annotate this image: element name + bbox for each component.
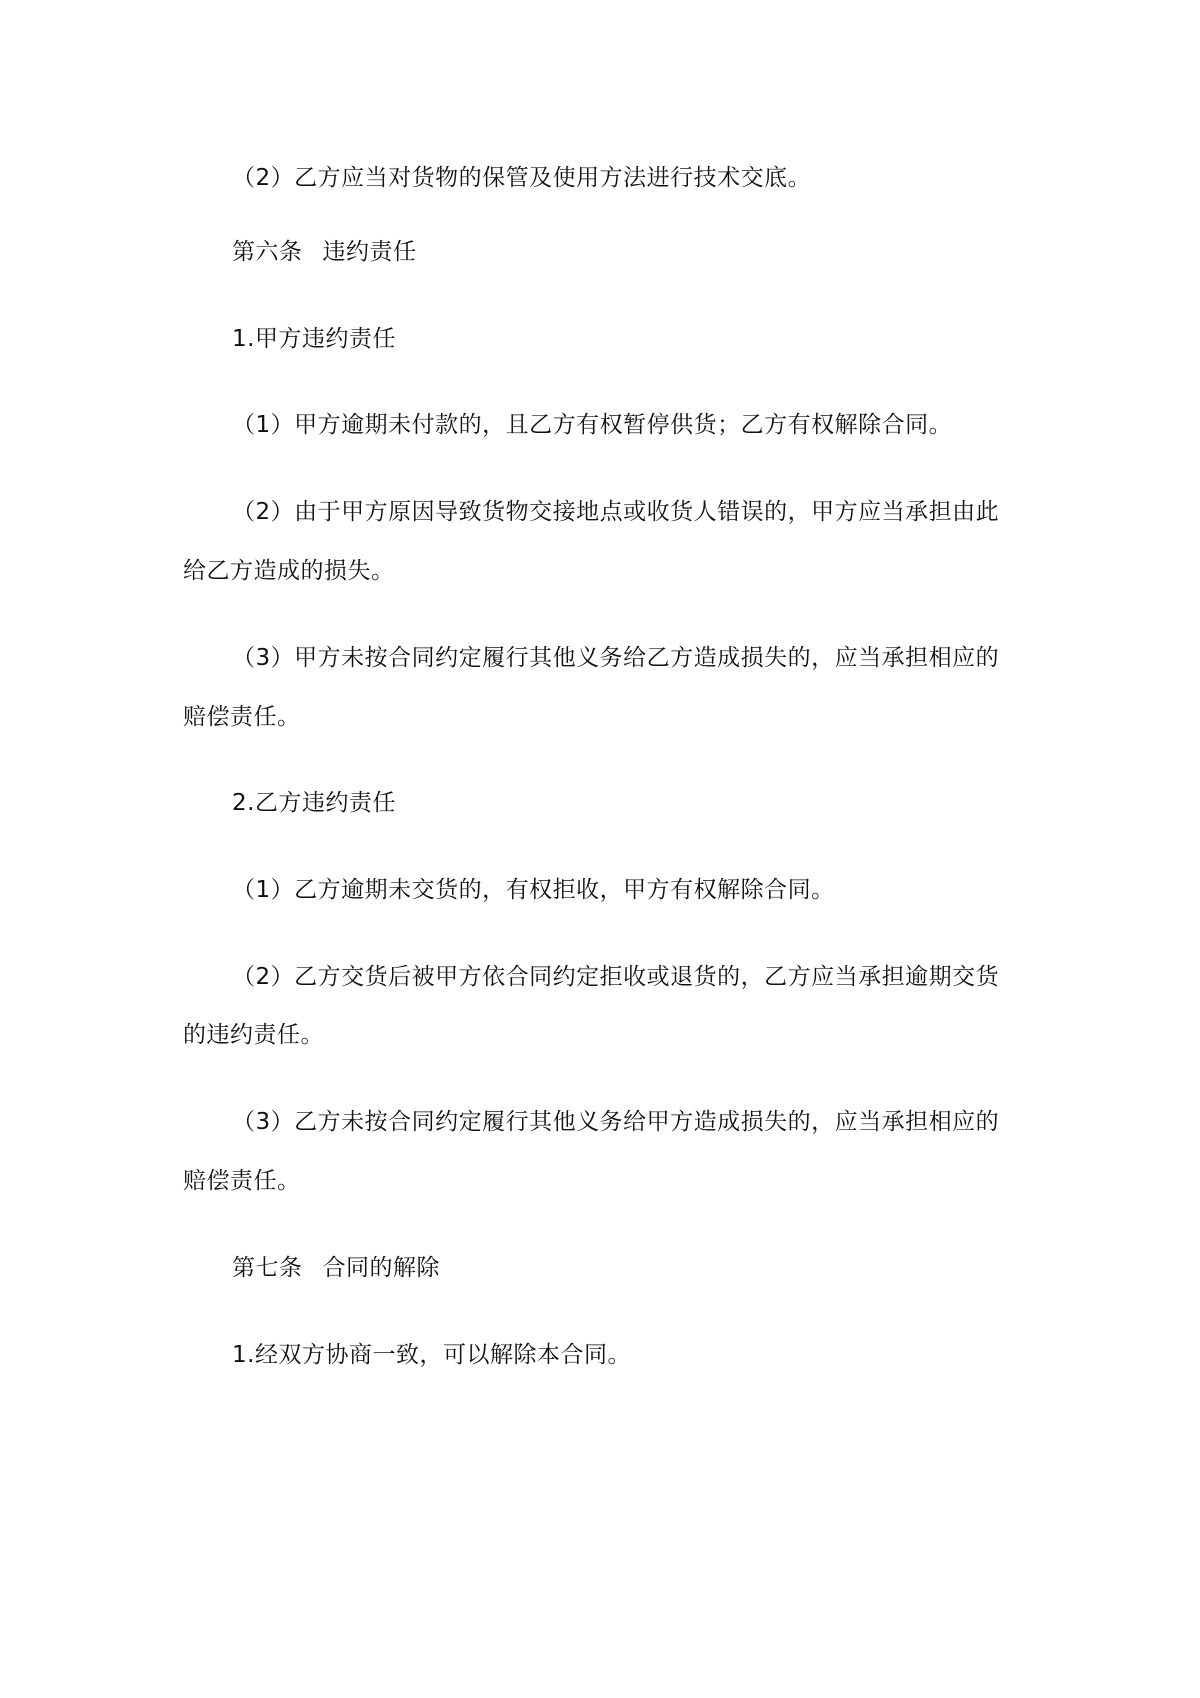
section-1-title: 1.甲方违约责任 <box>232 326 396 352</box>
article-7-heading <box>232 1253 1072 1283</box>
section-2-item-2-line-1: （2）乙方交货后被甲方依合同约定拒收或退货的，乙方应当承担逾期交货 <box>232 964 1000 990</box>
clause-5-item-2: （2）乙方应当对货物的保管及使用方法进行技术交底。 <box>232 165 812 191</box>
section-1-item-2-line-1: （2）由于甲方原因导致货物交接地点或收货人错误的，甲方应当承担由此 <box>232 499 1000 525</box>
article-7-title: 合同的解除 <box>322 1255 440 1281</box>
article-7-number: 第七条 <box>232 1255 303 1281</box>
section-2-item-2-line-2: 的违约责任。 <box>183 1022 324 1048</box>
article-6-number: 第六条 <box>232 239 303 265</box>
section-1-item-3-line-1: （3）甲方未按合同约定履行其他义务给乙方造成损失的，应当承担相应的 <box>232 645 1000 671</box>
section-1-item-1: （1）甲方逾期未付款的，且乙方有权暂停供货；乙方有权解除合同。 <box>232 412 953 438</box>
section-2-title: 2.乙方违约责任 <box>232 790 396 816</box>
article-6-heading <box>232 237 1072 267</box>
section-2-item-1: （1）乙方逾期未交货的，有权拒收，甲方有权解除合同。 <box>232 877 835 903</box>
article-7-item-1: 1.经双方协商一致，可以解除本合同。 <box>232 1342 631 1368</box>
section-2-item-3-line-1: （3）乙方未按合同约定履行其他义务给甲方造成损失的，应当承担相应的 <box>232 1109 1000 1135</box>
section-1-item-3-line-2: 赔偿责任。 <box>183 704 301 730</box>
article-6-title: 违约责任 <box>322 239 417 265</box>
section-1-item-2-line-2: 给乙方造成的损失。 <box>183 558 395 584</box>
section-2-item-3-line-2: 赔偿责任。 <box>183 1168 301 1194</box>
